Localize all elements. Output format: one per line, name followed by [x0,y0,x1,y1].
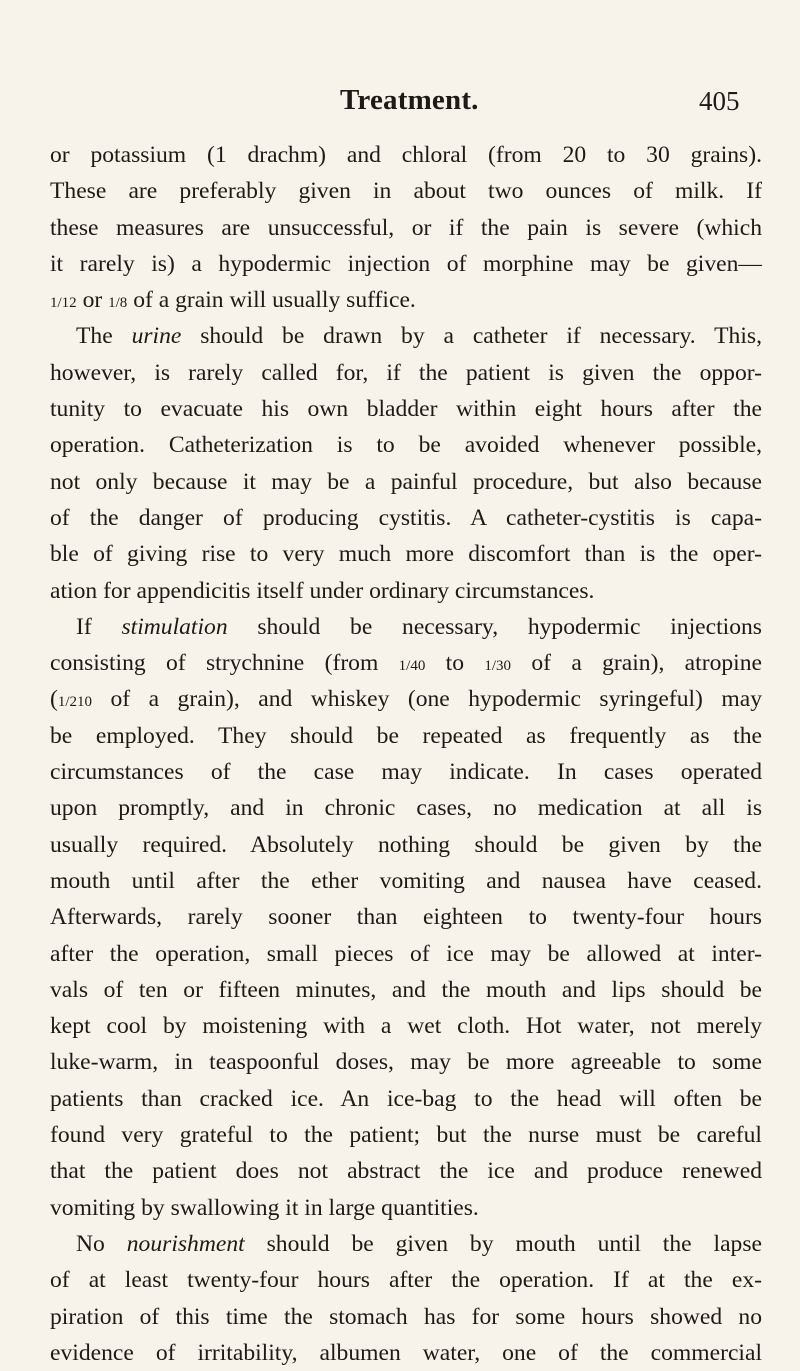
italic-term: stimulation [121,613,228,640]
text-run: or [76,287,109,314]
text-line [50,282,762,318]
fraction: 1/40 [398,658,426,675]
text-run: Afterwards, rarely sooner than eighteen to twenty-four hours [50,904,762,931]
text-line [50,899,762,935]
text-line [50,573,762,609]
text-run: however, is rarely called for, if the patient is given the oppor- [50,359,762,386]
text-line [50,972,762,1008]
text-run: of a grain), and whiskey (one hypodermic syringeful) may [92,686,762,713]
text-run: kept cool by moistening with a wet cloth. Hot water, not merely [50,1013,762,1040]
page-number: 405 [699,86,740,116]
body-text [50,137,762,1371]
text-run: these measures are unsuccessful, or if the pain is severe (which [50,214,762,241]
text-line [50,863,762,899]
text-run: operation. Catheterization is to be avoided whenever possible, [50,432,762,459]
text-run: usually required. Absolutely nothing should be given by the [50,831,762,858]
italic-term: nourishment [126,1230,245,1257]
text-line [50,1262,762,1298]
text-line [50,1081,762,1117]
text-line [50,536,762,572]
text-run: should be necessary, hypodermic injections [227,613,762,640]
text-line [50,1117,762,1153]
text-run: ble of giving rise to very much more discomfort than is the oper- [50,541,762,568]
fraction: 1/210 [57,694,93,711]
text-run: of at least twenty-four hours after the operation. If at the ex- [50,1267,762,1294]
text-run: If [76,613,122,640]
text-run: to [425,650,485,677]
page-header [0,84,800,124]
text-run: of the danger of producing cystitis. A catheter-cystitis is capa- [50,504,762,531]
text-run: The [76,323,132,350]
text-run: vomiting by swallowing it in large quantities. [50,1194,479,1221]
text-run: piration of this time the stomach has for some hours showed no [50,1303,762,1330]
text-run: luke-warm, in teaspoonful doses, may be more agreeable to some [50,1049,762,1076]
text-line [50,391,762,427]
text-line [50,137,762,173]
text-run: should be given by mouth until the lapse [244,1230,762,1257]
text-run: ( [50,686,58,713]
text-line [50,500,762,536]
running-title: Treatment. [340,84,479,116]
text-line [50,1044,762,1080]
text-run: found very grateful to the patient; but the nurse must be careful [50,1122,762,1149]
text-run: circumstances of the case may indicate. In cases operated [50,759,762,786]
text-line [50,427,762,463]
text-line [50,1190,762,1226]
text-line [50,609,762,645]
text-line [50,318,762,354]
text-run: patients than cracked ice. An ice-bag to the head will often be [50,1085,762,1112]
italic-term: urine [131,323,182,350]
text-run: not only because it may be a painful procedure, but also because [50,468,762,495]
text-line [50,645,762,681]
fraction: 1/12 [50,295,77,312]
text-line [50,210,762,246]
text-run: No [76,1230,127,1257]
text-run: of a grain), atropine [511,650,762,677]
text-line [50,827,762,863]
text-line [50,1008,762,1044]
fraction: 1/8 [108,295,128,312]
text-line [50,936,762,972]
text-line [50,1226,762,1262]
text-run: that the patient does not abstract the ice and produce renewed [50,1158,762,1185]
text-line [50,718,762,754]
text-line [50,355,762,391]
text-line [50,173,762,209]
text-run: vals of ten or fifteen minutes, and the mouth and lips should be [50,976,762,1003]
text-line [50,1299,762,1335]
text-run: upon promptly, and in chronic cases, no medication at all is [50,795,762,822]
text-run: tunity to evacuate his own bladder within eight hours after the [50,396,762,423]
text-line [50,754,762,790]
text-run: or potassium (1 drachm) and chloral (from 20 to 30 grains). [50,142,762,168]
fraction: 1/30 [484,658,512,675]
text-line [50,464,762,500]
text-line [50,1153,762,1189]
text-run: be employed. They should be repeated as frequently as the [50,722,762,749]
text-run: ation for appendicitis itself under ordinary circumstances. [50,577,595,604]
text-run: should be drawn by a catheter if necessary. This, [181,323,762,350]
text-run: it rarely is) a hypodermic injection of morphine may be given— [50,250,762,277]
text-line [50,790,762,826]
text-line [50,246,762,282]
text-line [50,681,762,717]
text-run: mouth until after the ether vomiting and nausea have ceased. [50,867,762,894]
text-run: of a grain will usually suffice. [127,287,416,314]
text-run: consisting of strychnine (from [50,650,399,677]
text-run: evidence of irritability, albumen water, one of the commercial [50,1339,762,1366]
text-run: after the operation, small pieces of ice may be allowed at inter- [50,940,762,967]
text-run: These are preferably given in about two ounces of milk. If [50,178,762,205]
text-line [50,1335,762,1371]
